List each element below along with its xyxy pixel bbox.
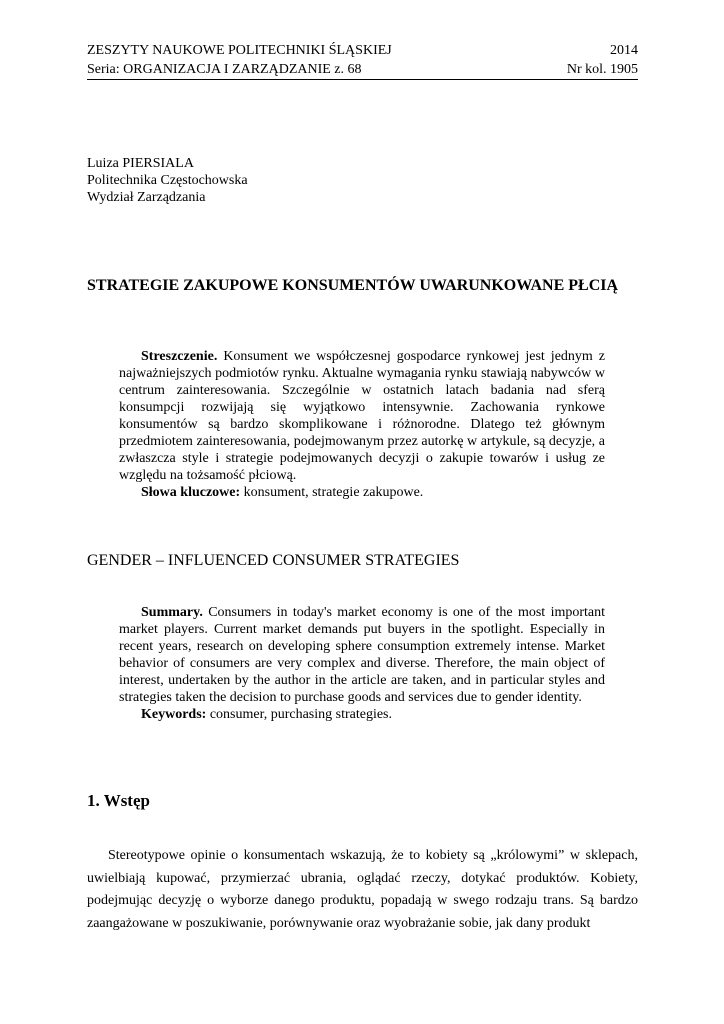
intro-paragraph: Stereotypowe opinie o konsumentach wskazują, że to kobiety są „królowymi” w sklepach, uwielbiają kupować, przymierzać ubrania, oglądać rzeczy, dotykać produktów. Kobiety, podejmując decyzję o wyborze danego produktu, popadają w swego rodzaju trans. Są bardzo zaangażowane w poszukiwanie, porównywanie oraz wyobrażanie sobie, jak dany produkt — [87, 848, 638, 931]
intro-body — [87, 845, 638, 935]
keywords-pl-label: Słowa kluczowe: — [141, 485, 241, 500]
journal-number: Nr kol. 1905 — [566, 62, 638, 77]
abstract-pl-label: Streszczenie. — [141, 349, 218, 364]
abstract-en — [119, 604, 605, 723]
running-header-line-2 — [87, 61, 638, 78]
abstract-en-label: Summary. — [141, 605, 203, 620]
abstract-en-text: Summary. Consumers in today's market economy is one of the most important market players. Current market demands put buyers in the spotlight. Especially in recent years, research on developing sphere consumption extremely intense. Market behavior of consumers are very complex and diverse. Therefore, the main object of interest, undertaken by the author in the article are taken, and in particular styles and strategies taken the decision to purchase goods and services due to gender identity. — [119, 605, 605, 705]
running-header-line-1 — [87, 42, 638, 59]
abstract-pl — [119, 348, 605, 501]
keywords-en: Keywords: consumer, purchasing strategies. — [141, 707, 392, 722]
author-block — [87, 155, 248, 206]
abstract-pl-text: Streszczenie. Konsument we współczesnej gospodarce rynkowej jest jednym z najważniejszych podmiotów rynku. Aktualne wymagania rynku stawiają nabywców w centrum zainteresowania. Szczególnie w ostatnich latach badania nad sferą konsumpcji rozwijają się wyjątkowo intensywnie. Zachowania rynkowe konsumentów są bardzo skomplikowane i różnorodne. Dlatego też głównym przedmiotem zainteresowania, podejmowanym przez autorkę w artykule, są decyzje, a zwłaszcza style i strategie podejmowanych decyzji o zakupie towarów i usług ze względu na tożsamość płciową. — [119, 349, 605, 483]
keywords-pl: Słowa kluczowe: konsument, strategie zakupowe. — [141, 485, 424, 500]
author-department: Wydział Zarządzania — [87, 190, 206, 205]
section-heading-intro: 1. Wstęp — [87, 791, 150, 810]
paper-title-pl: STRATEGIE ZAKUPOWE KONSUMENTÓW UWARUNKOWANE PŁCIĄ — [87, 277, 619, 294]
author-name: Luiza PIERSIALA — [87, 156, 194, 171]
journal-name: ZESZYTY NAUKOWE POLITECHNIKI ŚLĄSKIEJ — [87, 43, 392, 58]
journal-series: Seria: ORGANIZACJA I ZARZĄDZANIE z. 68 — [87, 62, 362, 77]
paper-title-en: GENDER – INFLUENCED CONSUMER STRATEGIES — [87, 552, 460, 569]
author-institution: Politechnika Częstochowska — [87, 173, 248, 188]
header-divider — [87, 79, 638, 80]
journal-year: 2014 — [610, 43, 638, 58]
keywords-en-label: Keywords: — [141, 707, 207, 722]
